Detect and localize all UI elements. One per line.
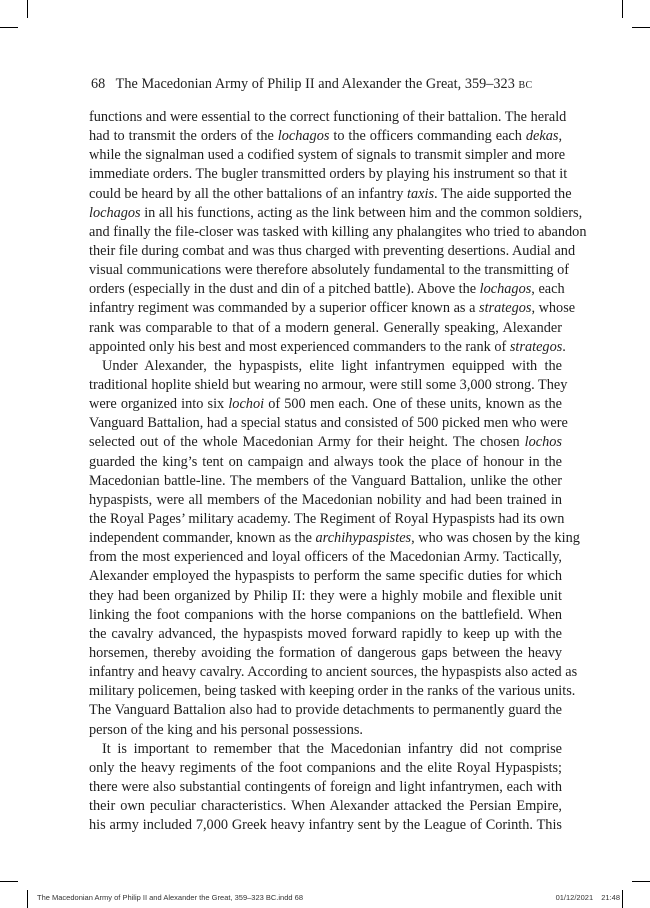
slug-time: 21:48: [601, 893, 620, 902]
page-number: 68: [91, 76, 106, 92]
crop-mark: [632, 881, 650, 882]
text-line: [89, 587, 562, 606]
text-line: [89, 242, 576, 261]
text-run: It is important to remember that the Macedonian infantry did not comprise: [102, 740, 562, 757]
text-run: selected out of the whole Macedonian Army for their height. The chosen: [89, 434, 525, 451]
crop-mark: [27, 890, 28, 908]
text-run: the Royal Pages’ military academy. The Regiment of Royal Hypaspists had its own: [89, 510, 565, 527]
text-run: ,: [558, 128, 563, 145]
text-run: horsemen, thereby avoiding the formation of dangerous gaps between the heavy: [89, 644, 562, 661]
italic-term: lochagos: [89, 204, 141, 221]
text-run: immediate orders. The bugler transmitted orders by playing his instrument so that it: [89, 166, 568, 183]
italic-term: lochos: [524, 434, 562, 451]
slug-timestamp: [556, 893, 620, 902]
text-line: [89, 606, 562, 625]
italic-term: archihypaspistes: [315, 530, 412, 547]
text-line: [89, 472, 562, 491]
running-title: The Macedonian Army of Philip II and Alexander the Great, 359–323: [115, 76, 515, 92]
text-run: there were also substantial contingents of foreign and light infantrymen, each with: [89, 778, 562, 795]
text-run: Macedonian battle-line. The members of the Vanguard Battalion, unlike the other: [89, 472, 562, 489]
text-line: [89, 299, 576, 318]
slug-date: 01/12/2021: [555, 893, 594, 902]
text-run: appointed only his best and most experienced commanders to the rank of: [89, 338, 510, 355]
text-run: were organized into six: [89, 396, 229, 413]
text-line: [89, 338, 566, 357]
text-run: hypaspists, were all members of the Macedonian nobility and had been trained in: [89, 491, 562, 508]
text-run: guarded the king’s tent on campaign and always took the place of honour in the: [89, 453, 562, 470]
text-run: infantry regiment was commanded by a superior officer known as a: [89, 300, 479, 317]
text-run: Alexander employed the hypaspists to perform the same specific duties for which: [89, 568, 562, 585]
text-run: Vanguard Battalion, had a special status and consisted of 500 picked men who were: [89, 415, 568, 432]
crop-mark: [0, 27, 18, 28]
text-line: [89, 185, 572, 204]
text-run: their file during combat and was thus charged with preventing desertions. Audial and: [89, 242, 576, 259]
text-run: Under Alexander, the hypaspists, elite light infantrymen equipped with the: [102, 357, 562, 374]
text-line: [89, 644, 562, 663]
crop-mark: [622, 0, 623, 18]
text-run: , who was chosen by the king: [411, 530, 580, 547]
text-line: [89, 721, 562, 740]
text-line: [89, 778, 562, 797]
italic-term: strategos: [479, 300, 532, 317]
era-label: BC: [518, 80, 533, 91]
text-line: [89, 625, 562, 644]
text-run: visual communications were therefore absolutely fundamental to the transmitting of: [89, 262, 569, 279]
text-run: they had been organized by Philip II: they were a highly mobile and flexible unit: [89, 587, 562, 604]
text-line: [89, 395, 562, 414]
text-line: [89, 453, 562, 472]
text-run: military policemen, being tasked with keeping order in the ranks of the various units.: [89, 683, 576, 700]
text-run: and finally the file-closer was tasked with killing any phalangites who tried to abandon: [89, 223, 587, 240]
text-run: the cavalry advanced, the hypaspists moved forward rapidly to keep up with the: [89, 625, 562, 642]
text-run: independent commander, known as the: [89, 530, 316, 547]
text-line: [89, 816, 562, 835]
text-line: [89, 491, 562, 510]
text-run: could be heard by all the other battalions of an infantry: [89, 185, 408, 202]
text-run: The Vanguard Battalion also had to provide detachments to permanently guard the: [89, 702, 562, 719]
text-run: infantry and heavy cavalry. According to ancient sources, the hypaspists also acted as: [89, 664, 578, 681]
text-run: orders (especially in the dust and din of a pitched battle). Above the: [89, 281, 480, 298]
text-line: [89, 682, 576, 701]
text-run: linking the foot companions with the horse companions on the battlefield. When: [89, 606, 562, 623]
text-run: , whose: [531, 300, 576, 317]
text-run: had to transmit the orders of the: [89, 128, 278, 145]
text-line: [89, 223, 587, 242]
text-line: [89, 663, 578, 682]
text-line: [89, 280, 565, 299]
running-header: [91, 76, 533, 93]
text-line: [89, 146, 566, 165]
text-line: [89, 548, 562, 567]
italic-term: lochoi: [228, 396, 265, 413]
crop-mark: [632, 27, 650, 28]
text-run: traditional hoplite shield but wearing no armour, were still some 3,000 strong. They: [89, 376, 568, 393]
text-line: [89, 740, 562, 759]
crop-mark: [27, 0, 28, 18]
text-run: from the most experienced and loyal officers of the Macedonian Army. Tactically,: [89, 549, 562, 566]
text-run: their own peculiar characteristics. When Alexander attacked the Persian Empire,: [89, 798, 562, 815]
italic-term: lochagos: [479, 281, 532, 298]
text-line: [89, 319, 562, 338]
text-run: functions and were essential to the correct functioning of their battalion. The herald: [89, 109, 567, 125]
text-line: [89, 567, 562, 586]
text-run: person of the king and his personal possessions.: [89, 721, 363, 738]
slug-filename: The Macedonian Army of Philip II and Alexander the Great, 359–323 BC.indd 68: [37, 893, 304, 902]
crop-mark: [622, 890, 623, 908]
text-line: [89, 510, 565, 529]
text-run: in all his functions, acting as the link between him and the common soldiers,: [140, 204, 583, 221]
text-run: while the signalman used a codified system of signals to transmit simpler and more: [89, 147, 566, 164]
text-line: [89, 414, 568, 433]
italic-term: taxis: [407, 185, 435, 202]
text-run: of 500 men each. One of these units, known as the: [264, 396, 562, 413]
body-text: [89, 108, 587, 835]
text-run: .: [562, 338, 566, 355]
text-line: [89, 127, 562, 146]
italic-term: dekas: [525, 128, 559, 145]
text-line: [89, 759, 562, 778]
text-run: rank was comparable to that of a modern general. Generally speaking, Alexander: [89, 319, 562, 336]
text-line: [89, 797, 562, 816]
italic-term: strategos: [509, 338, 563, 355]
italic-term: lochagos: [277, 128, 330, 145]
text-line: [89, 701, 562, 720]
text-run: . The aide supported the: [434, 185, 572, 202]
text-line: [89, 357, 562, 376]
text-line: [89, 433, 562, 452]
text-run: to the officers commanding each: [329, 128, 526, 145]
text-run: only the heavy regiments of the foot companions and the elite Royal Hypaspists;: [89, 759, 562, 776]
text-run: his army included 7,000 Greek heavy infantry sent by the League of Corinth. This: [89, 817, 562, 834]
text-line: [89, 204, 583, 223]
text-run: , each: [531, 281, 565, 298]
crop-mark: [0, 881, 18, 882]
text-line: [89, 261, 569, 280]
text-line: [89, 376, 568, 395]
text-line: [89, 108, 567, 127]
text-line: [89, 165, 568, 184]
text-line: [89, 529, 580, 548]
